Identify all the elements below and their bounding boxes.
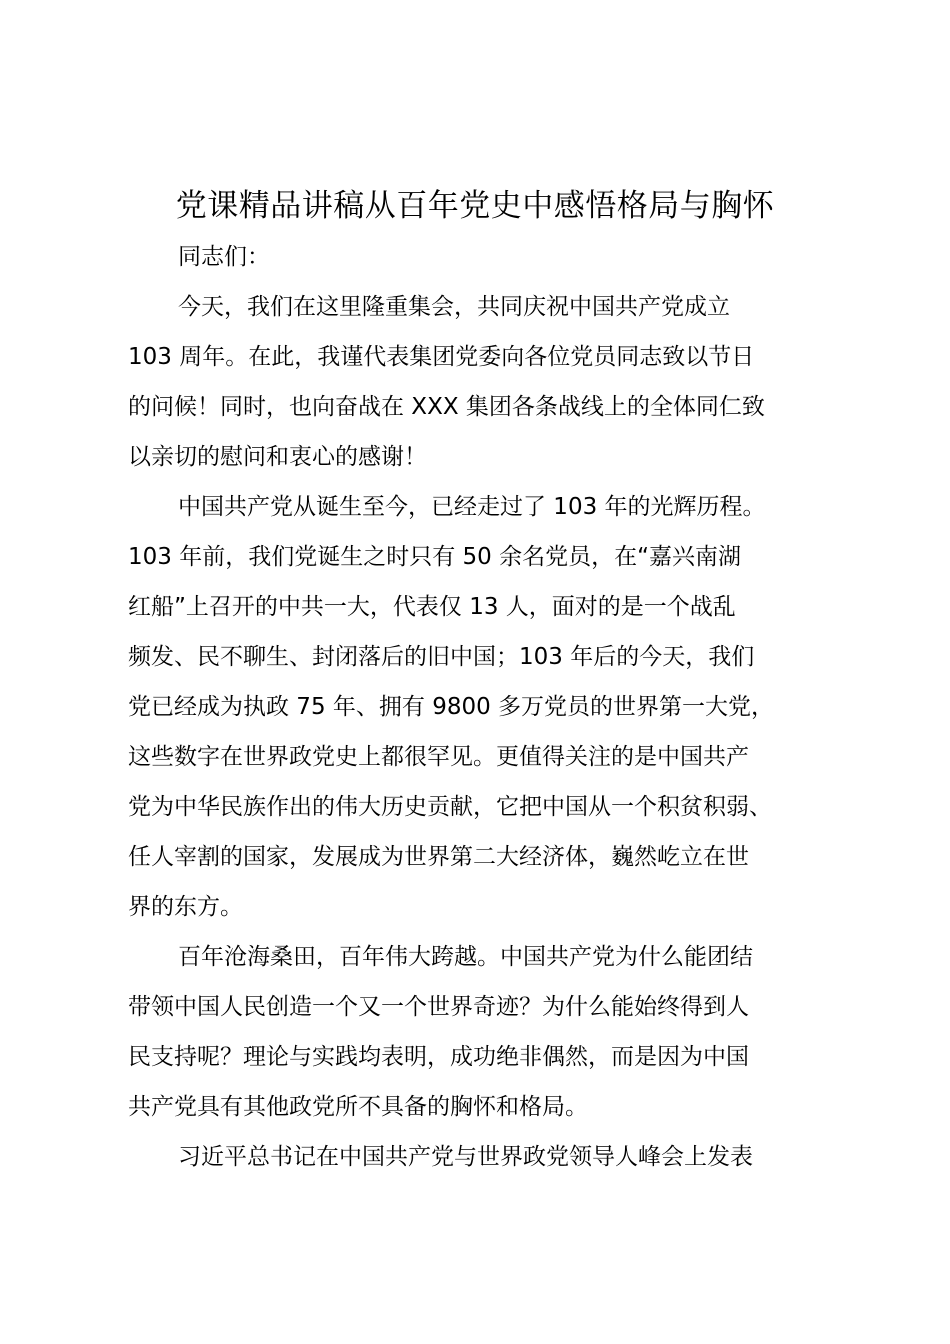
paragraph-line: 103 周年。在此，我谨代表集团党委向各位党员同志致以节日 bbox=[128, 344, 755, 370]
paragraph-line: 频发、民不聊生、封闭落后的旧中国；103 年后的今天，我们 bbox=[128, 644, 755, 670]
paragraph-line: 这些数字在世界政党史上都很罕见。更值得关注的是中国共产 bbox=[128, 744, 749, 770]
document-title: 党课精品讲稿从百年党史中感悟格局与胸怀 bbox=[175, 188, 775, 224]
paragraph-line: 的问候！同时，也向奋战在 XXX 集团各条战线上的全体同仁致 bbox=[128, 394, 765, 420]
paragraph-first-line: 中国共产党从诞生至今，已经走过了 103 年的光辉历程。 bbox=[178, 494, 766, 520]
paragraph-line: 带领中国人民创造一个又一个世界奇迹？为什么能始终得到人 bbox=[128, 994, 749, 1020]
paragraph-first-line: 今天，我们在这里隆重集会，共同庆祝中国共产党成立 bbox=[178, 294, 730, 320]
paragraph-line: 共产党具有其他政党所不具备的胸怀和格局。 bbox=[128, 1094, 588, 1120]
paragraph-line: 党已经成为执政 75 年、拥有 9800 多万党员的世界第一大党， bbox=[128, 694, 775, 720]
paragraph-line: 党为中华民族作出的伟大历史贡献，它把中国从一个积贫积弱、 bbox=[128, 794, 772, 820]
paragraph-line: 红船”上召开的中共一大，代表仅 13 人，面对的是一个战乱 bbox=[128, 594, 736, 620]
paragraph-line: 界的东方。 bbox=[128, 894, 243, 920]
paragraph-line: 任人宰割的国家，发展成为世界第二大经济体，巍然屹立在世 bbox=[128, 844, 749, 870]
paragraph-line: 以亲切的慰问和衷心的感谢！ bbox=[128, 444, 427, 470]
paragraph-first-line: 习近平总书记在中国共产党与世界政党领导人峰会上发表 bbox=[178, 1144, 753, 1170]
paragraph-line: 民支持呢？理论与实践均表明，成功绝非偶然，而是因为中国 bbox=[128, 1044, 749, 1070]
paragraph-first-line: 百年沧海桑田，百年伟大跨越。中国共产党为什么能团结 bbox=[178, 944, 753, 970]
salutation: 同志们： bbox=[178, 244, 270, 270]
paragraph-line: 103 年前，我们党诞生之时只有 50 余名党员，在“嘉兴南湖 bbox=[128, 544, 742, 570]
